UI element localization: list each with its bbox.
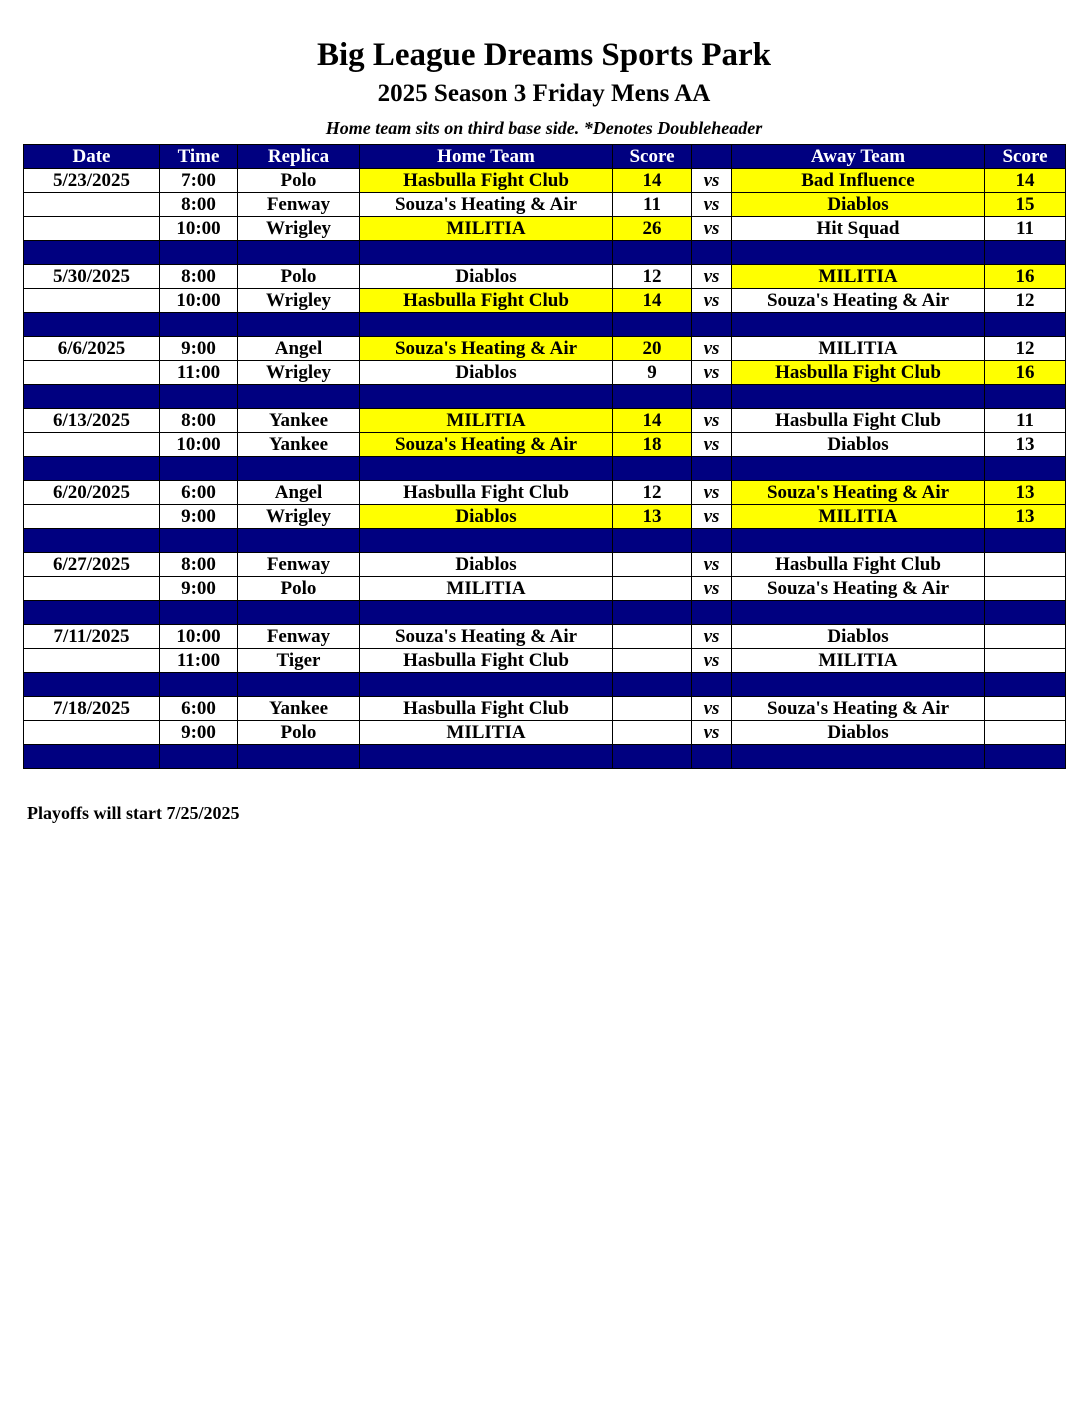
home-team-cell: Diablos xyxy=(360,361,613,385)
vs-cell: vs xyxy=(692,721,732,745)
away-team-cell: Diablos xyxy=(732,193,985,217)
game-row xyxy=(24,337,1066,361)
home-team-cell: Souza's Heating & Air xyxy=(360,193,613,217)
separator-cell xyxy=(24,241,160,265)
separator-cell xyxy=(985,601,1066,625)
home-score-cell xyxy=(613,577,692,601)
away-team-cell: Hasbulla Fight Club xyxy=(732,361,985,385)
col-header-vs xyxy=(692,145,732,169)
separator-cell xyxy=(613,529,692,553)
home-team-cell: Hasbulla Fight Club xyxy=(360,649,613,673)
date-cell xyxy=(24,577,160,601)
separator-cell xyxy=(160,457,238,481)
vs-cell: vs xyxy=(692,481,732,505)
replica-cell: Polo xyxy=(238,721,360,745)
separator-row xyxy=(24,673,1066,697)
col-header-home-team: Home Team xyxy=(360,145,613,169)
home-score-cell: 13 xyxy=(613,505,692,529)
game-row xyxy=(24,433,1066,457)
vs-cell: vs xyxy=(692,337,732,361)
date-cell xyxy=(24,649,160,673)
date-cell xyxy=(24,361,160,385)
separator-row xyxy=(24,601,1066,625)
separator-cell xyxy=(732,457,985,481)
date-cell xyxy=(24,289,160,313)
away-score-cell: 16 xyxy=(985,361,1066,385)
game-row xyxy=(24,481,1066,505)
home-score-cell: 26 xyxy=(613,217,692,241)
replica-cell: Tiger xyxy=(238,649,360,673)
separator-cell xyxy=(613,457,692,481)
vs-cell: vs xyxy=(692,649,732,673)
away-team-cell: Diablos xyxy=(732,721,985,745)
separator-cell xyxy=(985,241,1066,265)
vs-cell: vs xyxy=(692,289,732,313)
replica-cell: Fenway xyxy=(238,625,360,649)
separator-cell xyxy=(732,673,985,697)
vs-cell: vs xyxy=(692,577,732,601)
separator-cell xyxy=(360,385,613,409)
home-score-cell xyxy=(613,697,692,721)
separator-cell xyxy=(238,601,360,625)
away-team-cell: Diablos xyxy=(732,625,985,649)
replica-cell: Wrigley xyxy=(238,217,360,241)
replica-cell: Yankee xyxy=(238,433,360,457)
separator-cell xyxy=(238,673,360,697)
date-cell: 6/6/2025 xyxy=(24,337,160,361)
separator-cell xyxy=(238,529,360,553)
separator-cell xyxy=(692,313,732,337)
vs-cell: vs xyxy=(692,697,732,721)
separator-cell xyxy=(238,313,360,337)
separator-cell xyxy=(692,601,732,625)
replica-cell: Polo xyxy=(238,265,360,289)
away-score-cell: 11 xyxy=(985,409,1066,433)
separator-cell xyxy=(985,673,1066,697)
game-row xyxy=(24,361,1066,385)
separator-cell xyxy=(732,313,985,337)
away-score-cell: 14 xyxy=(985,169,1066,193)
separator-row xyxy=(24,745,1066,769)
separator-row xyxy=(24,313,1066,337)
home-score-cell: 11 xyxy=(613,193,692,217)
home-score-cell: 18 xyxy=(613,433,692,457)
time-cell: 9:00 xyxy=(160,577,238,601)
separator-cell xyxy=(238,385,360,409)
separator-cell xyxy=(985,385,1066,409)
separator-cell xyxy=(160,745,238,769)
separator-cell xyxy=(238,745,360,769)
away-score-cell xyxy=(985,649,1066,673)
game-row xyxy=(24,625,1066,649)
replica-cell: Wrigley xyxy=(238,505,360,529)
away-team-cell: Hit Squad xyxy=(732,217,985,241)
date-cell: 6/27/2025 xyxy=(24,553,160,577)
time-cell: 10:00 xyxy=(160,217,238,241)
away-team-cell: MILITIA xyxy=(732,505,985,529)
separator-row xyxy=(24,457,1066,481)
away-team-cell: Bad Influence xyxy=(732,169,985,193)
home-score-cell xyxy=(613,625,692,649)
game-row xyxy=(24,697,1066,721)
home-team-cell: Hasbulla Fight Club xyxy=(360,289,613,313)
separator-row xyxy=(24,241,1066,265)
home-team-cell: Diablos xyxy=(360,505,613,529)
replica-cell: Polo xyxy=(238,169,360,193)
game-row xyxy=(24,265,1066,289)
away-team-cell: MILITIA xyxy=(732,265,985,289)
separator-cell xyxy=(732,385,985,409)
vs-cell: vs xyxy=(692,505,732,529)
separator-cell xyxy=(692,745,732,769)
home-team-cell: Hasbulla Fight Club xyxy=(360,169,613,193)
separator-cell xyxy=(613,745,692,769)
date-cell xyxy=(24,193,160,217)
time-cell: 9:00 xyxy=(160,721,238,745)
game-row xyxy=(24,217,1066,241)
separator-cell xyxy=(613,385,692,409)
season-subtitle: 2025 Season 3 Friday Mens AA xyxy=(377,80,711,107)
separator-cell xyxy=(692,385,732,409)
away-score-cell: 13 xyxy=(985,481,1066,505)
separator-cell xyxy=(985,529,1066,553)
away-score-cell xyxy=(985,625,1066,649)
separator-cell xyxy=(24,601,160,625)
separator-cell xyxy=(24,673,160,697)
separator-cell xyxy=(160,385,238,409)
date-cell: 7/11/2025 xyxy=(24,625,160,649)
separator-cell xyxy=(692,241,732,265)
vs-cell: vs xyxy=(692,169,732,193)
replica-cell: Yankee xyxy=(238,697,360,721)
separator-cell xyxy=(613,601,692,625)
separator-cell xyxy=(732,529,985,553)
home-team-cell: Diablos xyxy=(360,553,613,577)
game-row xyxy=(24,553,1066,577)
game-row xyxy=(24,169,1066,193)
vs-cell: vs xyxy=(692,265,732,289)
home-score-cell: 14 xyxy=(613,289,692,313)
home-score-cell: 14 xyxy=(613,169,692,193)
home-score-cell: 9 xyxy=(613,361,692,385)
separator-cell xyxy=(985,457,1066,481)
time-cell: 6:00 xyxy=(160,481,238,505)
replica-cell: Fenway xyxy=(238,193,360,217)
date-cell xyxy=(24,217,160,241)
date-cell: 6/13/2025 xyxy=(24,409,160,433)
away-score-cell: 15 xyxy=(985,193,1066,217)
separator-cell xyxy=(360,601,613,625)
away-team-cell: Souza's Heating & Air xyxy=(732,697,985,721)
home-score-cell: 12 xyxy=(613,481,692,505)
away-score-cell: 16 xyxy=(985,265,1066,289)
home-score-cell: 12 xyxy=(613,265,692,289)
away-team-cell: Diablos xyxy=(732,433,985,457)
replica-cell: Angel xyxy=(238,481,360,505)
separator-row xyxy=(24,385,1066,409)
date-cell xyxy=(24,433,160,457)
replica-cell: Wrigley xyxy=(238,361,360,385)
vs-cell: vs xyxy=(692,361,732,385)
separator-cell xyxy=(985,313,1066,337)
playoffs-note: Playoffs will start 7/25/2025 xyxy=(27,803,240,823)
separator-cell xyxy=(160,601,238,625)
separator-cell xyxy=(238,241,360,265)
separator-cell xyxy=(360,745,613,769)
away-score-cell: 13 xyxy=(985,433,1066,457)
replica-cell: Yankee xyxy=(238,409,360,433)
game-row xyxy=(24,289,1066,313)
home-team-cell: Souza's Heating & Air xyxy=(360,625,613,649)
separator-cell xyxy=(360,241,613,265)
vs-cell: vs xyxy=(692,625,732,649)
game-row xyxy=(24,193,1066,217)
home-score-cell: 14 xyxy=(613,409,692,433)
col-header-home-score: Score xyxy=(613,145,692,169)
separator-cell xyxy=(360,457,613,481)
col-header-away-score: Score xyxy=(985,145,1066,169)
date-cell: 5/23/2025 xyxy=(24,169,160,193)
col-header-away-team: Away Team xyxy=(732,145,985,169)
away-team-cell: Hasbulla Fight Club xyxy=(732,409,985,433)
away-team-cell: Hasbulla Fight Club xyxy=(732,553,985,577)
game-row xyxy=(24,409,1066,433)
time-cell: 8:00 xyxy=(160,193,238,217)
date-cell: 5/30/2025 xyxy=(24,265,160,289)
time-cell: 6:00 xyxy=(160,697,238,721)
time-cell: 11:00 xyxy=(160,361,238,385)
separator-cell xyxy=(360,529,613,553)
home-score-cell xyxy=(613,649,692,673)
vs-cell: vs xyxy=(692,193,732,217)
separator-cell xyxy=(692,457,732,481)
home-score-cell xyxy=(613,721,692,745)
separator-cell xyxy=(692,529,732,553)
separator-cell xyxy=(24,529,160,553)
page-title: Big League Dreams Sports Park xyxy=(316,37,772,73)
col-header-replica: Replica xyxy=(238,145,360,169)
home-team-cell: Souza's Heating & Air xyxy=(360,433,613,457)
away-score-cell: 12 xyxy=(985,337,1066,361)
away-score-cell: 12 xyxy=(985,289,1066,313)
separator-cell xyxy=(160,313,238,337)
date-cell xyxy=(24,505,160,529)
schedule-table xyxy=(23,144,1066,769)
home-team-cell: Souza's Heating & Air xyxy=(360,337,613,361)
separator-cell xyxy=(24,313,160,337)
replica-cell: Fenway xyxy=(238,553,360,577)
home-score-cell xyxy=(613,553,692,577)
separator-cell xyxy=(732,241,985,265)
away-team-cell: Souza's Heating & Air xyxy=(732,481,985,505)
home-team-cell: MILITIA xyxy=(360,721,613,745)
away-score-cell xyxy=(985,553,1066,577)
separator-cell xyxy=(732,745,985,769)
time-cell: 7:00 xyxy=(160,169,238,193)
replica-cell: Angel xyxy=(238,337,360,361)
home-team-cell: MILITIA xyxy=(360,577,613,601)
col-header-date: Date xyxy=(24,145,160,169)
time-cell: 10:00 xyxy=(160,289,238,313)
time-cell: 8:00 xyxy=(160,265,238,289)
replica-cell: Wrigley xyxy=(238,289,360,313)
away-score-cell xyxy=(985,577,1066,601)
separator-cell xyxy=(24,457,160,481)
separator-row xyxy=(24,529,1066,553)
away-team-cell: MILITIA xyxy=(732,649,985,673)
separator-cell xyxy=(238,457,360,481)
vs-cell: vs xyxy=(692,553,732,577)
date-cell: 6/20/2025 xyxy=(24,481,160,505)
vs-cell: vs xyxy=(692,433,732,457)
game-row xyxy=(24,505,1066,529)
away-team-cell: Souza's Heating & Air xyxy=(732,577,985,601)
time-cell: 9:00 xyxy=(160,505,238,529)
game-row xyxy=(24,577,1066,601)
home-team-cell: MILITIA xyxy=(360,217,613,241)
date-cell xyxy=(24,721,160,745)
separator-cell xyxy=(360,313,613,337)
separator-cell xyxy=(160,529,238,553)
separator-cell xyxy=(160,673,238,697)
home-team-cell: MILITIA xyxy=(360,409,613,433)
separator-cell xyxy=(24,385,160,409)
time-cell: 10:00 xyxy=(160,625,238,649)
time-cell: 10:00 xyxy=(160,433,238,457)
time-cell: 11:00 xyxy=(160,649,238,673)
time-cell: 9:00 xyxy=(160,337,238,361)
date-cell: 7/18/2025 xyxy=(24,697,160,721)
away-score-cell: 13 xyxy=(985,505,1066,529)
away-team-cell: MILITIA xyxy=(732,337,985,361)
vs-cell: vs xyxy=(692,217,732,241)
home-team-cell: Hasbulla Fight Club xyxy=(360,697,613,721)
col-header-time: Time xyxy=(160,145,238,169)
separator-cell xyxy=(360,673,613,697)
schedule-body xyxy=(24,169,1066,769)
separator-cell xyxy=(985,745,1066,769)
home-team-cell: Diablos xyxy=(360,265,613,289)
separator-cell xyxy=(732,601,985,625)
separator-cell xyxy=(613,313,692,337)
away-score-cell xyxy=(985,721,1066,745)
away-score-cell xyxy=(985,697,1066,721)
home-score-cell: 20 xyxy=(613,337,692,361)
time-cell: 8:00 xyxy=(160,553,238,577)
separator-cell xyxy=(613,241,692,265)
separator-cell xyxy=(692,673,732,697)
game-row xyxy=(24,649,1066,673)
separator-cell xyxy=(24,745,160,769)
schedule-note: Home team sits on third base side. *Denotes Doubleheader xyxy=(325,118,763,138)
separator-cell xyxy=(160,241,238,265)
vs-cell: vs xyxy=(692,409,732,433)
away-score-cell: 11 xyxy=(985,217,1066,241)
table-header-row xyxy=(24,145,1066,169)
separator-cell xyxy=(613,673,692,697)
away-team-cell: Souza's Heating & Air xyxy=(732,289,985,313)
home-team-cell: Hasbulla Fight Club xyxy=(360,481,613,505)
game-row xyxy=(24,721,1066,745)
time-cell: 8:00 xyxy=(160,409,238,433)
replica-cell: Polo xyxy=(238,577,360,601)
